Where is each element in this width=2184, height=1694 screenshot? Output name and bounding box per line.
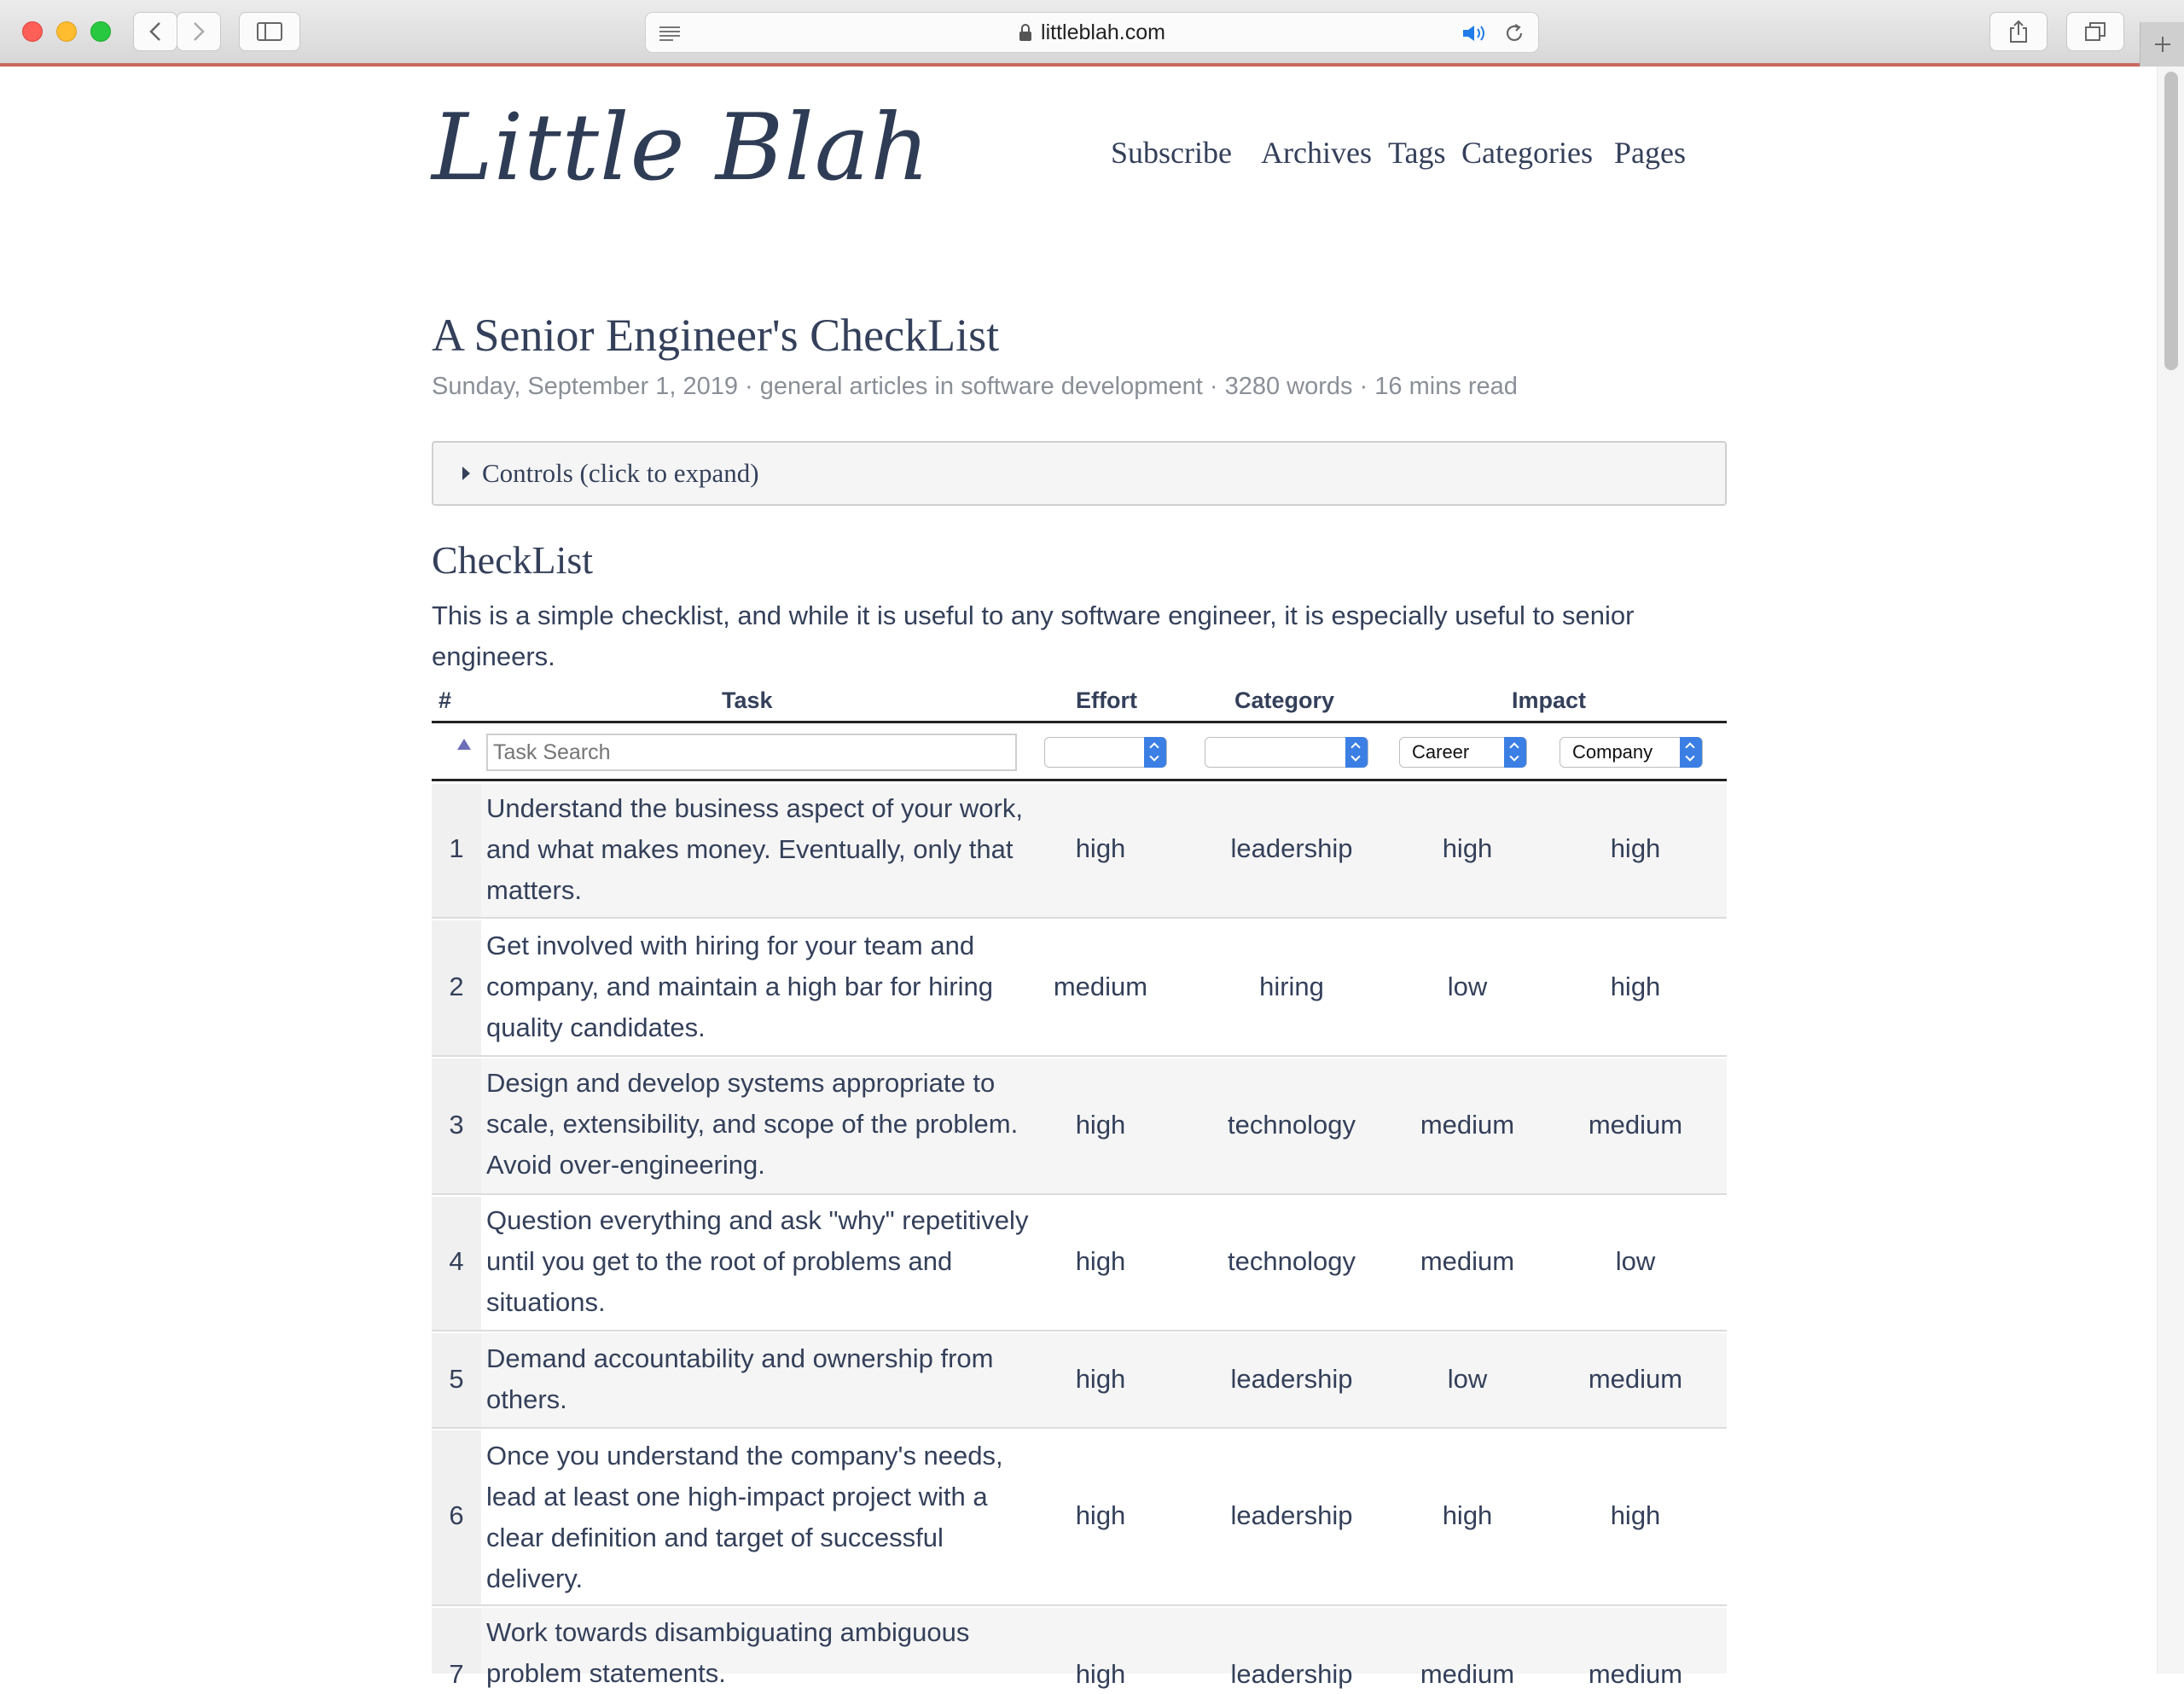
share-button[interactable] (1989, 12, 2048, 51)
header-effort[interactable]: Effort (1076, 687, 1137, 713)
article-meta: Sunday, September 1, 2019 · general articles in software development · 3280 words · 16 mins read (432, 373, 1518, 400)
chevron-right-icon (193, 21, 205, 42)
company-impact-value: high (1610, 833, 1661, 863)
nav-pages[interactable]: Pages (1614, 136, 1686, 170)
header-num[interactable]: # (439, 687, 452, 713)
task-text: Get involved with hiring for your team and company, and maintain a high bar for hiring quality candidates. (486, 931, 993, 1042)
new-tab-button[interactable] (2140, 22, 2184, 67)
category-filter-select[interactable] (1205, 737, 1368, 768)
intro-paragraph: This is a simple checklist, and while it is useful to any software engineer, it is especially useful to senior engineers. (432, 600, 1635, 671)
company-impact-value: high (1610, 1500, 1661, 1530)
company-filter-value: Company (1572, 741, 1653, 763)
table-row (432, 1608, 1727, 1689)
table-row (432, 1059, 1727, 1195)
row-number: 3 (449, 1110, 464, 1140)
task-text: Question everything and ask "why" repetitively until you get to the root of problems and situations. (486, 1205, 1029, 1317)
task-text: Work towards disambiguating ambiguous problem statements. (486, 1617, 970, 1688)
company-impact-value: low (1615, 1246, 1656, 1276)
maximize-window-button[interactable] (90, 21, 111, 42)
task-text: Design and develop systems appropriate to scale, extensibility, and scope of the problem. Avoid over-engineering. (486, 1068, 1019, 1180)
career-impact-value: high (1442, 833, 1493, 863)
table-row (432, 784, 1727, 919)
select-arrows-icon (1144, 737, 1166, 768)
effort-value: high (1075, 1364, 1126, 1394)
header-impact[interactable]: Impact (1512, 687, 1587, 713)
site-logo[interactable]: Little Blah (432, 95, 931, 201)
category-value: leadership (1230, 1500, 1353, 1530)
effort-value: medium (1053, 972, 1148, 1001)
effort-filter-select[interactable] (1044, 737, 1167, 768)
header-category[interactable]: Category (1234, 687, 1335, 713)
effort-value: high (1075, 1110, 1126, 1140)
table-row (432, 920, 1727, 1057)
reader-view-icon[interactable] (658, 25, 682, 42)
close-window-button[interactable] (22, 21, 43, 42)
career-impact-value: high (1442, 1500, 1493, 1530)
nav-categories[interactable]: Categories (1461, 136, 1593, 170)
address-bar[interactable] (645, 12, 1539, 53)
nav-tags[interactable]: Tags (1388, 136, 1446, 170)
company-impact-value: medium (1588, 1364, 1683, 1394)
minimize-window-button[interactable] (56, 21, 77, 42)
share-icon (2009, 20, 2028, 44)
table-row (432, 1197, 1727, 1331)
tabs-icon (2084, 21, 2106, 42)
career-impact-value: low (1447, 972, 1488, 1001)
controls-label: Controls (click to expand) (482, 458, 759, 488)
sidebar-toggle-button[interactable] (239, 12, 300, 51)
table-row (432, 1333, 1727, 1429)
sidebar-icon (257, 22, 282, 41)
nav-subscribe[interactable]: Subscribe (1111, 136, 1232, 170)
table-header (432, 682, 1727, 723)
category-value: leadership (1230, 1659, 1353, 1689)
nav-archives[interactable]: Archives (1261, 136, 1372, 170)
back-button[interactable] (133, 12, 177, 51)
task-text: Demand accountability and ownership from others. (486, 1343, 994, 1414)
category-value: leadership (1230, 1364, 1353, 1394)
category-value: technology (1228, 1246, 1356, 1276)
select-arrows-icon (1680, 737, 1702, 768)
company-impact-filter-select[interactable] (1560, 737, 1703, 768)
effort-value: high (1075, 833, 1126, 863)
career-impact-value: medium (1420, 1246, 1515, 1276)
career-impact-filter-select[interactable] (1399, 737, 1527, 768)
row-number: 4 (449, 1246, 464, 1276)
sort-ascending-icon[interactable] (457, 739, 471, 750)
row-number: 5 (449, 1364, 464, 1394)
company-impact-value: high (1610, 972, 1661, 1001)
filter-row (432, 725, 1727, 781)
header-task[interactable]: Task (722, 687, 773, 713)
row-number: 6 (449, 1500, 464, 1530)
controls-expander[interactable] (432, 441, 1727, 506)
task-search-input[interactable] (486, 734, 1017, 771)
speaker-icon[interactable] (1461, 24, 1489, 43)
select-arrows-icon (1504, 737, 1526, 768)
disclosure-triangle-icon (462, 467, 470, 480)
article-title: A Senior Engineer's CheckList (432, 310, 1000, 361)
row-number: 1 (449, 833, 464, 863)
career-impact-value: medium (1420, 1659, 1515, 1689)
scrollbar-thumb[interactable] (2164, 72, 2178, 370)
career-impact-value: medium (1420, 1110, 1515, 1140)
company-impact-value: medium (1588, 1659, 1683, 1689)
section-title: CheckList (432, 538, 594, 582)
lock-icon (1019, 23, 1032, 42)
career-impact-value: low (1447, 1364, 1488, 1394)
effort-value: high (1075, 1659, 1126, 1689)
effort-value: high (1075, 1246, 1126, 1276)
row-number: 7 (449, 1659, 464, 1689)
task-text: Understand the business aspect of your work, and what makes money. Eventually, only that matters. (486, 793, 1023, 905)
company-impact-value: medium (1588, 1110, 1683, 1140)
select-arrows-icon (1345, 737, 1368, 768)
effort-value: high (1075, 1500, 1126, 1530)
url-text: littleblah.com (1041, 20, 1165, 44)
tabs-overview-button[interactable] (2066, 12, 2124, 51)
category-value: technology (1228, 1110, 1356, 1140)
forward-button[interactable] (177, 12, 221, 51)
reload-icon[interactable] (1504, 23, 1525, 44)
category-value: leadership (1230, 833, 1353, 863)
task-text: Once you understand the company's needs, lead at least one high-impact project with a clear definition and target of successful delivery. (486, 1441, 1003, 1593)
table-row (432, 1430, 1727, 1606)
plus-icon (2153, 35, 2172, 54)
row-number: 2 (449, 972, 464, 1001)
chevron-left-icon (149, 21, 161, 42)
career-filter-value: Career (1412, 741, 1470, 763)
category-value: hiring (1259, 972, 1324, 1001)
browser-toolbar (0, 0, 2184, 67)
